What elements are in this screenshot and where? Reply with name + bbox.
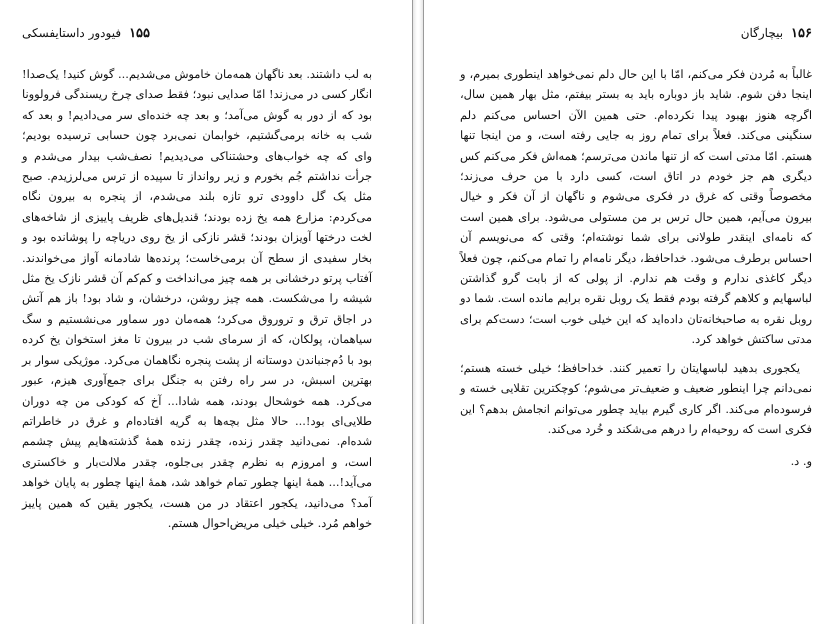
right-body-text [460,64,812,472]
right-paragraph-2: یکجوری بدهید لباسهایتان را تعمیر کنند. خداحافظ؛ خیلی خسته هستم؛ نمی‌دانم چرا اینطور ضعیف و ضعیف‌تر می‌شوم؛ کوچکترین تقلایی خسته و فرسوده‌ام می‌کند. اگر کاری گیرم بیاید چطور می‌توانم انجامش بدهم؟ این فکری است که روحیه‌ام را درهم می‌شکند و خُرد می‌کند. [460,360,812,436]
right-page-number: ۱۵۶ [791,26,812,41]
letter-signature: و. د. [790,454,812,469]
right-page [424,0,836,624]
left-body-text [22,64,372,533]
left-page [0,0,412,624]
right-running-head: بیچارگان [740,26,784,40]
book-gutter [412,0,424,624]
left-page-header [22,26,372,41]
right-page-header [460,26,812,41]
left-paragraph-1: به لب داشتند. بعد ناگهان همه‌مان خاموش می‌شدیم... گوش کنید! یک‌صدا! انگار کسی در می‌زند! امّا صدایی نبود؛ فقط صدای چرخ ریسندگی فرولوونا بود که از دور به گوش می‌آمد؛ و بعد چه خنده‌ای سر می‌دادیم! و بعد که شب به خانه برمی‌گشتیم، خوابمان نمی‌برد چون حسابی ترسیده بودیم؛ وای که چه خواب‌های وحشتناکی می‌دیدیم! نصف‌شب بیدار می‌شدم و جرأت نداشتم جُم بخورم و زیر روانداز تا سپیده از ترس می‌لرزیدم. صبح مثل یک گل داوودی ترو تازه بلند می‌شدم، از پنجره به بیرون نگاه می‌کردم: مزارع همه یخ زده بودند؛ قندیل‌های ظریف پاییزی از شاخه‌های لخت درختها آویزان بودند؛ قشر نازکی از یخ روی دریاچه را پوشانده بود و بخار سفیدی از سطح آن برمی‌خاست؛ پرنده‌ها شادمانه آواز می‌خواندند. آفتاب پرتو درخشانی بر همه چیز می‌انداخت و کم‌کم آن قشر نازک یخ مثل شیشه را می‌شکست. همه چیز روشن، درخشان، و شاد بود! باز هم آتش در اجاق ترق و تروروق می‌کرد؛ همه‌مان دور سماور می‌نشستیم و سگ سیاهمان، پولکان، که از سرمای شب در بیرون تا مغز استخوان یخ کرده بود با دُم‌جنباندن دوستانه از پشت پنجره نگاهمان می‌کرد. موژیکی سوار بر بهترین اسبش، در سر راه رفتن به جنگل برای جمع‌آوری هیزم، عبور می‌کرد. همه خوشحال بودند، همه شادا... آخ که کودکی من چه دوران طلایی‌ای بود!... حالا مثل بچه‌ها به گریه افتاده‌ام و غرق در خاطراتم شده‌ام. نمی‌دانید چقدر زنده، چقدر زنده همهٔ گذشته‌هایم پیش چشمم است، و امروزم به نظرم چقدر بی‌جلوه، چقدر ملالت‌بار و خاکستری می‌آید!... همهٔ اینها چطور تمام خواهد شد، همهٔ اینها چطور به پایان خواهد آمد؟ می‌دانید، یکجور اعتقاد در من هست، یکجور یقین که همین پاییز خواهم مُرد. خیلی خیلی مریض‌احوال هستم. [22,67,372,530]
left-page-number: ۱۵۵ [129,26,151,41]
left-running-head: فیودور داستایفسکی [22,26,122,40]
right-paragraph-1: غالباً به مُردن فکر می‌کنم، امّا با این حال دلم نمی‌خواهد اینطوری بمیرم، و اینجا دفن شوم. شاید باز دوباره باید به بستر بیفتم، مثل بهار همین سال، اگرچه هنوز بهبود پیدا نکرده‌ام. حتی همین الآن احساس می‌کنم دلم سنگینی می‌کند. فعلاً برای تمام روز به جایی رفته است، و من اینجا تنها هستم. امّا مدتی است که از تنها ماندن می‌ترسم؛ همه‌اش فکر می‌کنم کس دیگری هم جز خودم در اتاق است، کسی دارد با من حرف می‌زند؛ مخصوصاً وقتی که غرق در فکری می‌شوم و ناگهان از آن فکر و خیال بیرون می‌آیم، همین حال ترس بر من مستولی می‌شود. برای همین است که نامه‌ای اینقدر طولانی برای شما نوشته‌ام؛ وقتی که می‌نویسم آن احساس برطرف می‌شود. خداحافظ، دیگر نامه‌ام را تمام می‌کنم، چون فعلاً دیگر کاغذی ندارم و وقت هم ندارم. از پولی که از بابت گرو گذاشتن لباسهایم و کلاهم گرفته بودم فقط یک روبل نقره برایم مانده است. شما دو روبل نقره به صاحبخانه‌تان داده‌اید که این خیلی خوب است؛ دست‌کم برای مدتی ساکتش خواهد کرد. [460,67,812,347]
